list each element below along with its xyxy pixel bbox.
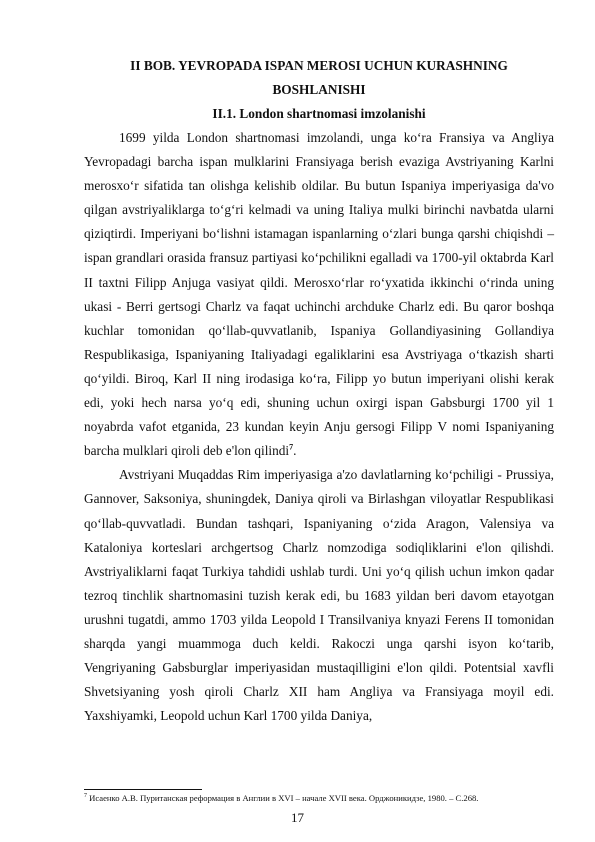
page-body [84,54,554,728]
paragraph-2 [84,463,554,728]
footnote-text: Исаенко А.В. Пуританская реформация в Англии в XVI – начале XVII века. Орджоникидзе, 1980. – С.268. [87,793,479,803]
page-number: 17 [291,810,304,825]
paragraph-end: . [293,443,297,459]
footnote-number: 7 [84,793,87,800]
chapter-title: II BOB. YEVROPADA ISPAN MEROSI UCHUN KURASHNING BOSHLANISHI [130,58,508,97]
footnote-reference[interactable]: 7 [289,442,294,452]
paragraph-text: Avstriyani Muqaddas Rim imperiyasiga a'zo davlatlarning ko‘pchiligi - Prussiya, Gannover, Saksoniya, shuningdek, Daniya qiroli va Birlashgan viloyatlar Respublikasi qo‘llab-quvvatladi. Bundan tashqari, Ispaniyaning o‘zida Aragon, Valensiya va Kataloniya korteslari archgertsog Charlz nomzodiga sodiqliklarini e'lon qilishdi. Avstriyaliklarni faqat Turkiya tahdidi ushlab turdi. Uni yo‘q qilish uchun imkon qadar tezroq tinchlik shartnomasini tuzish kerak edi, bu 1683 yildan beri davom etayotgan urushni tugatdi, ammo 1703 yilda Leopold I Transilvaniya knyazi Ferens II tomonidan sharqda yangi muammoga duch keldi. Rakoczi unga qarshi isyon ko‘tarib, Vengriyaning Gabsburglar imperiyasidan mustaqilligini e'lon qildi. Potentsial xavfli Shvetsiyaning yosh qiroli Charlz XII ham Angliya va Fransiyaga moyil edi. Yaxshiyamki, Leopold uchun Karl 1700 yilda Daniya, [84,467,554,724]
paragraph-text: 1699 yilda London shartnomasi imzolandi, unga ko‘ra Fransiya va Angliya Yevropadagi barcha ispan mulklarini Fransiyaga berish evaziga Avstriyaning Karlni merosxo‘r sifatida tan olishga kelishib oldilar. Bu butun Ispaniya imperiyasiga da'vo qilgan avstriyaliklarga to‘g‘ri kelmadi va uning Italiya mulki birinchi navbatda ularni qiziqtirdi. Imperiyani bo‘lishni istamagan ispanlarning o‘zlari bunga qarshi chiqishdi – ispan grandlari orasida fransuz partiyasi ko‘pchilikni egalladi va 1700-yil oktabrda Karl II taxtni Filipp Anjuga vasiyat qildi. Merosxo‘rlar ro‘yxatida ikkinchi o‘rinda uning ukasi - Berri gertsogi Charlz va faqat uchinchi archduke Charlz edi. Bu qaror boshqa kuchlar tomonidan qo‘llab-quvvatlanib, Ispaniya Gollandiyasining Gollandiya Respublikasiga, Ispaniyaning Italiyadagi egaliklarini esa Avstriyaga o‘tkazish sharti qo‘yildi. Biroq, Karl II ning irodasiga ko‘ra, Filipp yo butun imperiyani olishi kerak edi, yoki hech narsa yo‘q edi, shuning uchun oxirgi ispan Gabsburgi 1700 yil 1 noyabrda vafot etganida, 23 kundan keyin Anju gersogi Filipp V nomi Ispaniyaning barcha mulklari qiroli deb e'lon qilindi [84,130,554,459]
section-title: II.1. London shartnomasi imzolanishi [212,106,426,121]
paragraph-1 [84,126,554,463]
footnote-divider [84,789,202,790]
footnote [84,792,554,804]
